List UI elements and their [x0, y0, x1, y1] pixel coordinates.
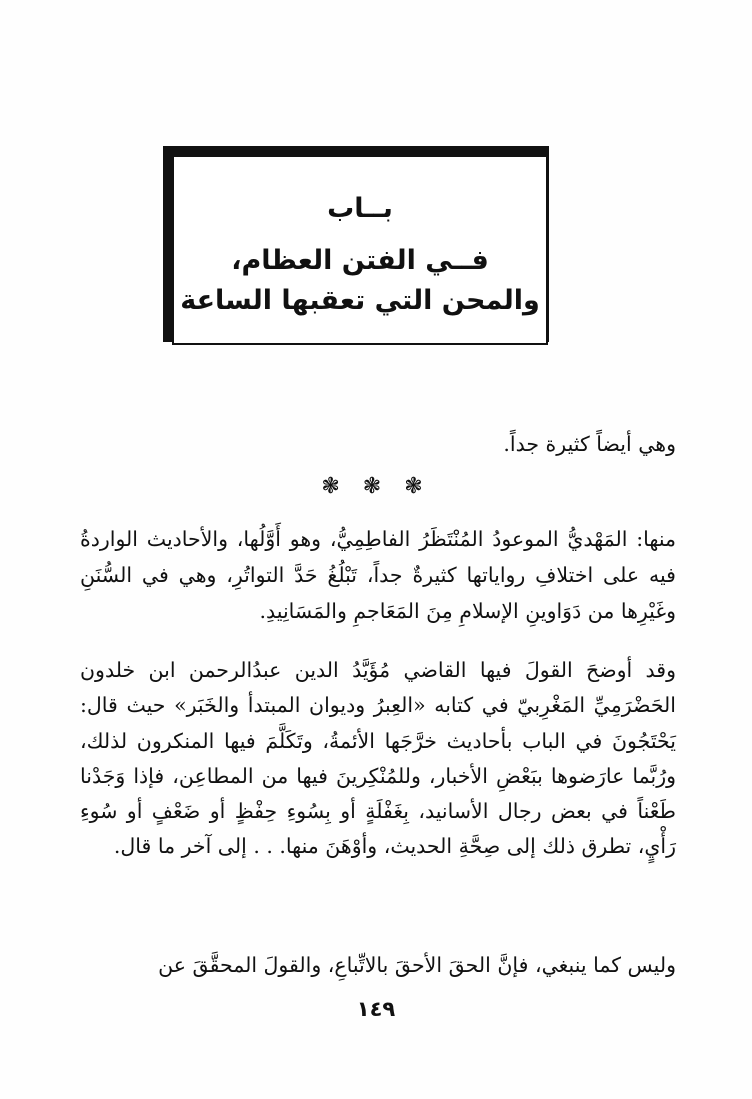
chapter-title-line-2: والمحن التي تعقبها الساعة	[180, 285, 540, 316]
paragraph-text: منها: المَهْديُّ الموعودُ المُنْتَظَرُ الفاطِمِيُّ، وهو أَوَّلُها، والأحاديث الواردةُ فيه على اختلافِ رواياتها كثيرةٌ جداً، تَبْلُغُ حَدَّ التواتُرِ، وهي في السُّنَنِ وغَيْرِها من دَوَاوينِ الإسلامِ مِنَ المَعَاجمِ والمَسَانِيدِ.	[80, 527, 676, 623]
paragraph-3	[80, 948, 676, 982]
chapter-title-line-1: فــي الفتن العظام،	[231, 245, 489, 276]
paragraph-2	[80, 653, 676, 865]
paragraph-text: وقد أوضحَ القولَ فيها القاضي مُؤَيَّدُ الدين عبدُالرحمن ابن خلدون الحَضْرَمِيِّ المَغْرِبيّ في كتابه «العِبرُ وديوان المبتدأ والخَبَر» حيث قال: يَحْتَجُونَ في الباب بأحاديث خرَّجَها الأئمةُ، وتَكَلَّمَ فيها المنكرون لذلك، ورُبَّما عارَضوها ببَعْضِ الأخبار، وللمُنْكِرينَ فيها من المطاعِن، فإذا وَجَدْنا طَعْناً في بعض رجال الأسانيد، بِغَفْلَةٍ أو بِسُوءِ حِفْظٍ أو ضَعْفٍ أو سُوءِ رَأْيٍ، تطرق ذلك إلى صِحَّةِ الحديث، وأوْهَنَ منها. . . إلى آخر ما قال.	[80, 658, 676, 859]
paragraph-text: وليس كما ينبغي، فإنَّ الحقَ الأحقَ بالاتِّباعِ، والقولَ المحقَّقَ عن	[158, 953, 676, 977]
chapter-title-box	[172, 155, 548, 345]
intro-line: وهي أيضاً كثيرة جداً.	[503, 432, 676, 456]
page-number: ١٤٩	[356, 997, 396, 1021]
ornament-separator: ❃ ❃ ❃	[321, 474, 431, 499]
chapter-label: بــاب	[327, 193, 393, 224]
paragraph-1	[80, 521, 676, 629]
